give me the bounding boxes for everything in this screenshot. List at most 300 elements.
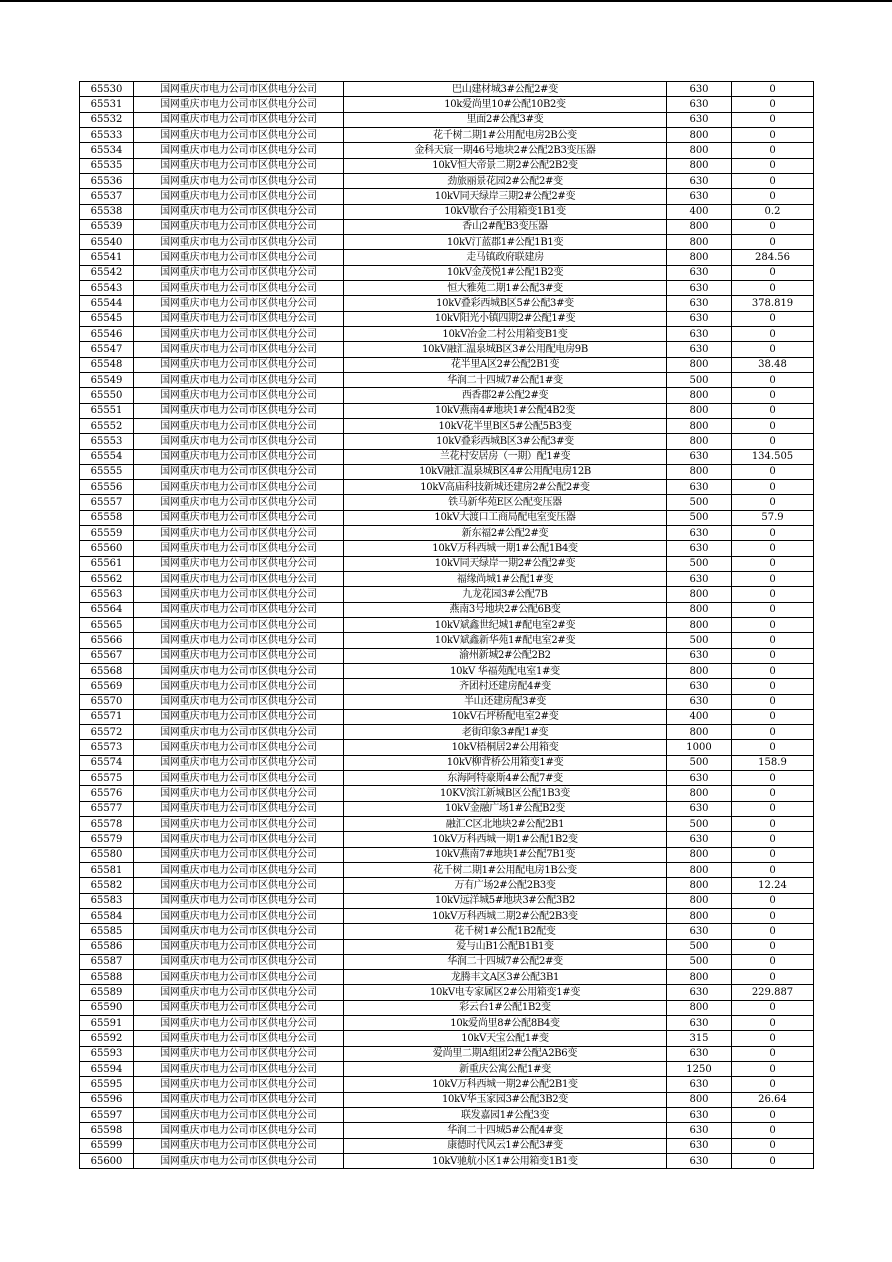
cell-value: 0 xyxy=(732,1107,814,1122)
cell-value: 0 xyxy=(732,97,814,112)
cell-company: 国网重庆市电力公司市区供电分公司 xyxy=(134,541,344,556)
cell-value: 0 xyxy=(732,541,814,556)
cell-station: 10kV华玉家园3#公配3B2变 xyxy=(344,1092,667,1107)
cell-capacity: 800 xyxy=(667,388,732,403)
transformer-table xyxy=(79,81,814,1169)
cell-station: 10kV 华福苑配电室1#变 xyxy=(344,663,667,678)
cell-company: 国网重庆市电力公司市区供电分公司 xyxy=(134,510,344,525)
table-row xyxy=(80,908,814,923)
cell-value: 0 xyxy=(732,725,814,740)
cell-station: 铁马新华苑E区公配变压器 xyxy=(344,495,667,510)
cell-value: 0 xyxy=(732,495,814,510)
cell-capacity: 500 xyxy=(667,372,732,387)
cell-id: 65549 xyxy=(80,372,134,387)
cell-station: 东海阿特豪斯4#公配7#变 xyxy=(344,771,667,786)
cell-station: 爱与山B1公配B1B1变 xyxy=(344,939,667,954)
cell-station: 10kV万科西城一期2#公配2B1变 xyxy=(344,1077,667,1092)
cell-station: 10kV万科西城一期1#公配1B2变 xyxy=(344,832,667,847)
cell-id: 65583 xyxy=(80,893,134,908)
table-row xyxy=(80,327,814,342)
table-row xyxy=(80,296,814,311)
table-row xyxy=(80,801,814,816)
cell-id: 65542 xyxy=(80,265,134,280)
table-row xyxy=(80,464,814,479)
cell-station: 老街印象3#配1#变 xyxy=(344,725,667,740)
cell-capacity: 1000 xyxy=(667,740,732,755)
cell-station: 香山2#配B3变压器 xyxy=(344,219,667,234)
cell-value: 0 xyxy=(732,832,814,847)
cell-company: 国网重庆市电力公司市区供电分公司 xyxy=(134,817,344,832)
table-row xyxy=(80,82,814,97)
cell-value: 0.2 xyxy=(732,204,814,219)
cell-station: 10k爱尚里10#公配10B2变 xyxy=(344,97,667,112)
cell-id: 65540 xyxy=(80,235,134,250)
cell-company: 国网重庆市电力公司市区供电分公司 xyxy=(134,265,344,280)
cell-value: 0 xyxy=(732,158,814,173)
cell-value: 0 xyxy=(732,709,814,724)
cell-id: 65574 xyxy=(80,755,134,770)
cell-station: 花千树二期1#公用配电房1B公变 xyxy=(344,862,667,877)
cell-company: 国网重庆市电力公司市区供电分公司 xyxy=(134,633,344,648)
cell-value: 0 xyxy=(732,862,814,877)
cell-value: 0 xyxy=(732,694,814,709)
cell-company: 国网重庆市电力公司市区供电分公司 xyxy=(134,1153,344,1168)
cell-station: 10kV燕南4#地块1#公配4B2变 xyxy=(344,403,667,418)
cell-capacity: 800 xyxy=(667,908,732,923)
cell-station: 10kV同天绿岸三期2#公配2#变 xyxy=(344,189,667,204)
cell-capacity: 800 xyxy=(667,617,732,632)
cell-id: 65596 xyxy=(80,1092,134,1107)
cell-value: 0 xyxy=(732,418,814,433)
cell-id: 65584 xyxy=(80,908,134,923)
table-row xyxy=(80,204,814,219)
cell-id: 65595 xyxy=(80,1077,134,1092)
cell-value: 0 xyxy=(732,1123,814,1138)
table-row xyxy=(80,893,814,908)
cell-station: 融汇C区北地块2#公配2B1 xyxy=(344,817,667,832)
cell-station: 半山还建房配3#变 xyxy=(344,694,667,709)
cell-station: 恒大雅苑二期1#公配3#变 xyxy=(344,281,667,296)
cell-value: 0 xyxy=(732,1031,814,1046)
cell-station: 劲旅丽景花园2#公配2#变 xyxy=(344,173,667,188)
cell-station: 10kV柳背桥公用箱变1#变 xyxy=(344,755,667,770)
cell-company: 国网重庆市电力公司市区供电分公司 xyxy=(134,403,344,418)
table-row xyxy=(80,526,814,541)
cell-capacity: 630 xyxy=(667,694,732,709)
cell-value: 134.505 xyxy=(732,449,814,464)
cell-company: 国网重庆市电力公司市区供电分公司 xyxy=(134,847,344,862)
cell-id: 65576 xyxy=(80,786,134,801)
cell-value: 284.56 xyxy=(732,250,814,265)
cell-station: 10kV融汇温泉城B区3#公用配电房9B xyxy=(344,342,667,357)
cell-company: 国网重庆市电力公司市区供电分公司 xyxy=(134,924,344,939)
cell-company: 国网重庆市电力公司市区供电分公司 xyxy=(134,127,344,142)
table-row xyxy=(80,97,814,112)
cell-id: 65573 xyxy=(80,740,134,755)
cell-capacity: 800 xyxy=(667,587,732,602)
table-row xyxy=(80,449,814,464)
cell-company: 国网重庆市电力公司市区供电分公司 xyxy=(134,357,344,372)
cell-station: 10kV斌鑫新华苑1#配电室2#变 xyxy=(344,633,667,648)
cell-capacity: 800 xyxy=(667,235,732,250)
cell-value: 0 xyxy=(732,1062,814,1077)
cell-company: 国网重庆市电力公司市区供电分公司 xyxy=(134,954,344,969)
cell-value: 0 xyxy=(732,265,814,280)
cell-capacity: 800 xyxy=(667,418,732,433)
cell-value: 0 xyxy=(732,1000,814,1015)
table-row xyxy=(80,602,814,617)
cell-value: 158.9 xyxy=(732,755,814,770)
cell-id: 65589 xyxy=(80,985,134,1000)
table-row xyxy=(80,572,814,587)
cell-company: 国网重庆市电力公司市区供电分公司 xyxy=(134,1107,344,1122)
cell-station: 兰花村安居房（一期）配1#变 xyxy=(344,449,667,464)
cell-id: 65551 xyxy=(80,403,134,418)
cell-capacity: 630 xyxy=(667,648,732,663)
cell-id: 65566 xyxy=(80,633,134,648)
cell-id: 65552 xyxy=(80,418,134,433)
cell-company: 国网重庆市电力公司市区供电分公司 xyxy=(134,1000,344,1015)
table-row xyxy=(80,832,814,847)
cell-station: 万有广场2#公配2B3变 xyxy=(344,878,667,893)
cell-id: 65575 xyxy=(80,771,134,786)
cell-capacity: 500 xyxy=(667,495,732,510)
cell-capacity: 630 xyxy=(667,541,732,556)
cell-id: 65597 xyxy=(80,1107,134,1122)
cell-capacity: 800 xyxy=(667,878,732,893)
cell-company: 国网重庆市电力公司市区供电分公司 xyxy=(134,495,344,510)
table-row xyxy=(80,1031,814,1046)
cell-id: 65591 xyxy=(80,1016,134,1031)
table-row xyxy=(80,1016,814,1031)
cell-company: 国网重庆市电力公司市区供电分公司 xyxy=(134,1092,344,1107)
table-row xyxy=(80,786,814,801)
cell-capacity: 400 xyxy=(667,709,732,724)
cell-value: 0 xyxy=(732,127,814,142)
cell-company: 国网重庆市电力公司市区供电分公司 xyxy=(134,1123,344,1138)
cell-value: 0 xyxy=(732,939,814,954)
cell-company: 国网重庆市电力公司市区供电分公司 xyxy=(134,235,344,250)
cell-company: 国网重庆市电力公司市区供电分公司 xyxy=(134,862,344,877)
cell-station: 新东福2#公配2#变 xyxy=(344,526,667,541)
cell-value: 38.48 xyxy=(732,357,814,372)
cell-station: 爱尚里二期A组团2#公配A2B6变 xyxy=(344,1046,667,1061)
table-row xyxy=(80,1092,814,1107)
cell-company: 国网重庆市电力公司市区供电分公司 xyxy=(134,526,344,541)
cell-company: 国网重庆市电力公司市区供电分公司 xyxy=(134,801,344,816)
cell-value: 0 xyxy=(732,235,814,250)
cell-value: 0 xyxy=(732,1138,814,1153)
cell-capacity: 500 xyxy=(667,633,732,648)
cell-id: 65531 xyxy=(80,97,134,112)
cell-id: 65582 xyxy=(80,878,134,893)
cell-value: 0 xyxy=(732,572,814,587)
table-row xyxy=(80,679,814,694)
table-row xyxy=(80,755,814,770)
cell-station: 10kV高庙科技新城还建房2#公配2#变 xyxy=(344,480,667,495)
table-row xyxy=(80,1107,814,1122)
cell-capacity: 630 xyxy=(667,1016,732,1031)
cell-id: 65594 xyxy=(80,1062,134,1077)
cell-id: 65572 xyxy=(80,725,134,740)
cell-company: 国网重庆市电力公司市区供电分公司 xyxy=(134,602,344,617)
cell-id: 65585 xyxy=(80,924,134,939)
cell-id: 65579 xyxy=(80,832,134,847)
cell-value: 0 xyxy=(732,480,814,495)
cell-company: 国网重庆市电力公司市区供电分公司 xyxy=(134,663,344,678)
cell-station: 10kV金融广场1#公配B2变 xyxy=(344,801,667,816)
cell-id: 65553 xyxy=(80,434,134,449)
cell-company: 国网重庆市电力公司市区供电分公司 xyxy=(134,189,344,204)
cell-station: 燕南3号地块2#公配6B变 xyxy=(344,602,667,617)
table-row xyxy=(80,219,814,234)
table-row xyxy=(80,985,814,1000)
cell-capacity: 630 xyxy=(667,985,732,1000)
cell-id: 65530 xyxy=(80,82,134,97)
cell-company: 国网重庆市电力公司市区供电分公司 xyxy=(134,786,344,801)
cell-company: 国网重庆市电力公司市区供电分公司 xyxy=(134,388,344,403)
cell-company: 国网重庆市电力公司市区供电分公司 xyxy=(134,755,344,770)
cell-station: 齐团村还建房配4#变 xyxy=(344,679,667,694)
table-row xyxy=(80,862,814,877)
cell-company: 国网重庆市电力公司市区供电分公司 xyxy=(134,893,344,908)
table-row xyxy=(80,970,814,985)
cell-value: 0 xyxy=(732,908,814,923)
cell-station: 金科天宸一期46号地块2#公配2B3变压器 xyxy=(344,143,667,158)
cell-station: 里面2#公配3#变 xyxy=(344,112,667,127)
cell-capacity: 800 xyxy=(667,158,732,173)
cell-id: 65545 xyxy=(80,311,134,326)
cell-capacity: 630 xyxy=(667,1046,732,1061)
cell-station: 龙腾丰文A区3#公配3B1 xyxy=(344,970,667,985)
cell-id: 65532 xyxy=(80,112,134,127)
cell-station: 10kV万科西城一期1#公配1B4变 xyxy=(344,541,667,556)
cell-station: 10KV滨江新城B区公配1B3变 xyxy=(344,786,667,801)
cell-capacity: 630 xyxy=(667,1138,732,1153)
cell-capacity: 800 xyxy=(667,786,732,801)
cell-capacity: 630 xyxy=(667,1077,732,1092)
cell-capacity: 800 xyxy=(667,893,732,908)
cell-station: 巴山建材城3#公配2#变 xyxy=(344,82,667,97)
cell-value: 0 xyxy=(732,327,814,342)
cell-value: 26.64 xyxy=(732,1092,814,1107)
cell-company: 国网重庆市电力公司市区供电分公司 xyxy=(134,464,344,479)
table-row xyxy=(80,709,814,724)
cell-id: 65533 xyxy=(80,127,134,142)
cell-company: 国网重庆市电力公司市区供电分公司 xyxy=(134,82,344,97)
cell-id: 65562 xyxy=(80,572,134,587)
cell-station: 10kV斌鑫世纪城1#配电室2#变 xyxy=(344,617,667,632)
cell-value: 0 xyxy=(732,893,814,908)
cell-capacity: 630 xyxy=(667,97,732,112)
cell-value: 12.24 xyxy=(732,878,814,893)
table-row xyxy=(80,265,814,280)
cell-capacity: 800 xyxy=(667,357,732,372)
cell-value: 0 xyxy=(732,556,814,571)
cell-value: 0 xyxy=(732,1153,814,1168)
table-row xyxy=(80,725,814,740)
cell-company: 国网重庆市电力公司市区供电分公司 xyxy=(134,296,344,311)
table-row xyxy=(80,648,814,663)
cell-capacity: 630 xyxy=(667,82,732,97)
cell-id: 65554 xyxy=(80,449,134,464)
cell-value: 0 xyxy=(732,1046,814,1061)
table-row xyxy=(80,663,814,678)
cell-value: 0 xyxy=(732,1077,814,1092)
table-row xyxy=(80,817,814,832)
cell-station: 华润二十四城7#公配2#变 xyxy=(344,954,667,969)
cell-id: 65567 xyxy=(80,648,134,663)
cell-id: 65578 xyxy=(80,817,134,832)
cell-station: 走马镇政府联建房 xyxy=(344,250,667,265)
cell-value: 0 xyxy=(732,311,814,326)
cell-company: 国网重庆市电力公司市区供电分公司 xyxy=(134,556,344,571)
cell-company: 国网重庆市电力公司市区供电分公司 xyxy=(134,1046,344,1061)
cell-company: 国网重庆市电力公司市区供电分公司 xyxy=(134,1031,344,1046)
table-row xyxy=(80,1077,814,1092)
cell-capacity: 630 xyxy=(667,1153,732,1168)
cell-value: 0 xyxy=(732,112,814,127)
cell-capacity: 630 xyxy=(667,189,732,204)
table-row xyxy=(80,434,814,449)
cell-value: 0 xyxy=(732,663,814,678)
page-top-rule xyxy=(0,0,892,2)
table-row xyxy=(80,847,814,862)
cell-id: 65561 xyxy=(80,556,134,571)
table-row xyxy=(80,189,814,204)
cell-capacity: 800 xyxy=(667,602,732,617)
cell-value: 0 xyxy=(732,372,814,387)
cell-id: 65544 xyxy=(80,296,134,311)
cell-id: 65557 xyxy=(80,495,134,510)
cell-station: 花千树二期1#公用配电房2B公变 xyxy=(344,127,667,142)
cell-value: 0 xyxy=(732,464,814,479)
cell-capacity: 630 xyxy=(667,832,732,847)
cell-id: 65538 xyxy=(80,204,134,219)
cell-company: 国网重庆市电力公司市区供电分公司 xyxy=(134,832,344,847)
cell-station: 10kV远洋城5#地块3#公配3B2 xyxy=(344,893,667,908)
table-row xyxy=(80,127,814,142)
cell-station: 10kV万科西城二期2#公配2B3变 xyxy=(344,908,667,923)
cell-id: 65570 xyxy=(80,694,134,709)
cell-value: 0 xyxy=(732,801,814,816)
cell-id: 65563 xyxy=(80,587,134,602)
cell-company: 国网重庆市电力公司市区供电分公司 xyxy=(134,1077,344,1092)
cell-capacity: 800 xyxy=(667,663,732,678)
cell-company: 国网重庆市电力公司市区供电分公司 xyxy=(134,418,344,433)
cell-value: 0 xyxy=(732,924,814,939)
cell-station: 10kV梧桐居2#公用箱变 xyxy=(344,740,667,755)
cell-id: 65543 xyxy=(80,281,134,296)
cell-company: 国网重庆市电力公司市区供电分公司 xyxy=(134,97,344,112)
cell-station: 福缘尚城1#公配1#变 xyxy=(344,572,667,587)
cell-station: 10kV歇台子公用箱变1B1变 xyxy=(344,204,667,219)
cell-value: 0 xyxy=(732,617,814,632)
table-row xyxy=(80,924,814,939)
cell-company: 国网重庆市电力公司市区供电分公司 xyxy=(134,143,344,158)
table-row xyxy=(80,250,814,265)
cell-value: 0 xyxy=(732,173,814,188)
cell-value: 0 xyxy=(732,648,814,663)
cell-value: 0 xyxy=(732,281,814,296)
cell-station: 华润二十四城5#公配4#变 xyxy=(344,1123,667,1138)
cell-company: 国网重庆市电力公司市区供电分公司 xyxy=(134,173,344,188)
cell-value: 0 xyxy=(732,954,814,969)
cell-capacity: 500 xyxy=(667,954,732,969)
cell-value: 0 xyxy=(732,817,814,832)
cell-value: 0 xyxy=(732,847,814,862)
cell-id: 65600 xyxy=(80,1153,134,1168)
cell-company: 国网重庆市电力公司市区供电分公司 xyxy=(134,281,344,296)
cell-station: 10kV叠彩西城B区3#公配3#变 xyxy=(344,434,667,449)
cell-id: 65590 xyxy=(80,1000,134,1015)
cell-value: 0 xyxy=(732,189,814,204)
cell-id: 65550 xyxy=(80,388,134,403)
cell-capacity: 800 xyxy=(667,250,732,265)
cell-company: 国网重庆市电力公司市区供电分公司 xyxy=(134,204,344,219)
cell-station: 10kV汀蓝郡1#公配1B1变 xyxy=(344,235,667,250)
cell-capacity: 630 xyxy=(667,480,732,495)
table-row xyxy=(80,281,814,296)
cell-id: 65599 xyxy=(80,1138,134,1153)
cell-id: 65535 xyxy=(80,158,134,173)
cell-capacity: 630 xyxy=(667,572,732,587)
cell-id: 65568 xyxy=(80,663,134,678)
cell-company: 国网重庆市电力公司市区供电分公司 xyxy=(134,648,344,663)
cell-id: 65586 xyxy=(80,939,134,954)
table-row xyxy=(80,740,814,755)
table-row xyxy=(80,388,814,403)
table-row xyxy=(80,939,814,954)
table-row xyxy=(80,694,814,709)
table-row xyxy=(80,878,814,893)
cell-company: 国网重庆市电力公司市区供电分公司 xyxy=(134,434,344,449)
cell-value: 0 xyxy=(732,526,814,541)
cell-value: 0 xyxy=(732,342,814,357)
cell-station: 10kV叠彩西城B区5#公配3#变 xyxy=(344,296,667,311)
table-row xyxy=(80,617,814,632)
cell-company: 国网重庆市电力公司市区供电分公司 xyxy=(134,342,344,357)
cell-id: 65559 xyxy=(80,526,134,541)
cell-value: 0 xyxy=(732,434,814,449)
cell-capacity: 800 xyxy=(667,219,732,234)
cell-id: 65560 xyxy=(80,541,134,556)
cell-capacity: 400 xyxy=(667,204,732,219)
cell-company: 国网重庆市电力公司市区供电分公司 xyxy=(134,617,344,632)
cell-id: 65556 xyxy=(80,480,134,495)
table-row xyxy=(80,235,814,250)
cell-value: 0 xyxy=(732,970,814,985)
cell-company: 国网重庆市电力公司市区供电分公司 xyxy=(134,311,344,326)
cell-id: 65534 xyxy=(80,143,134,158)
cell-station: 联发嘉园1#公配3变 xyxy=(344,1107,667,1122)
cell-id: 65592 xyxy=(80,1031,134,1046)
cell-capacity: 1250 xyxy=(667,1062,732,1077)
table-row xyxy=(80,1062,814,1077)
table-row xyxy=(80,311,814,326)
table-row xyxy=(80,143,814,158)
cell-id: 65536 xyxy=(80,173,134,188)
cell-id: 65547 xyxy=(80,342,134,357)
cell-id: 65598 xyxy=(80,1123,134,1138)
table-row xyxy=(80,173,814,188)
cell-company: 国网重庆市电力公司市区供电分公司 xyxy=(134,740,344,755)
cell-station: 10kV同天绿岸一期2#公配2#变 xyxy=(344,556,667,571)
cell-company: 国网重庆市电力公司市区供电分公司 xyxy=(134,449,344,464)
cell-company: 国网重庆市电力公司市区供电分公司 xyxy=(134,679,344,694)
cell-id: 65593 xyxy=(80,1046,134,1061)
cell-id: 65581 xyxy=(80,862,134,877)
